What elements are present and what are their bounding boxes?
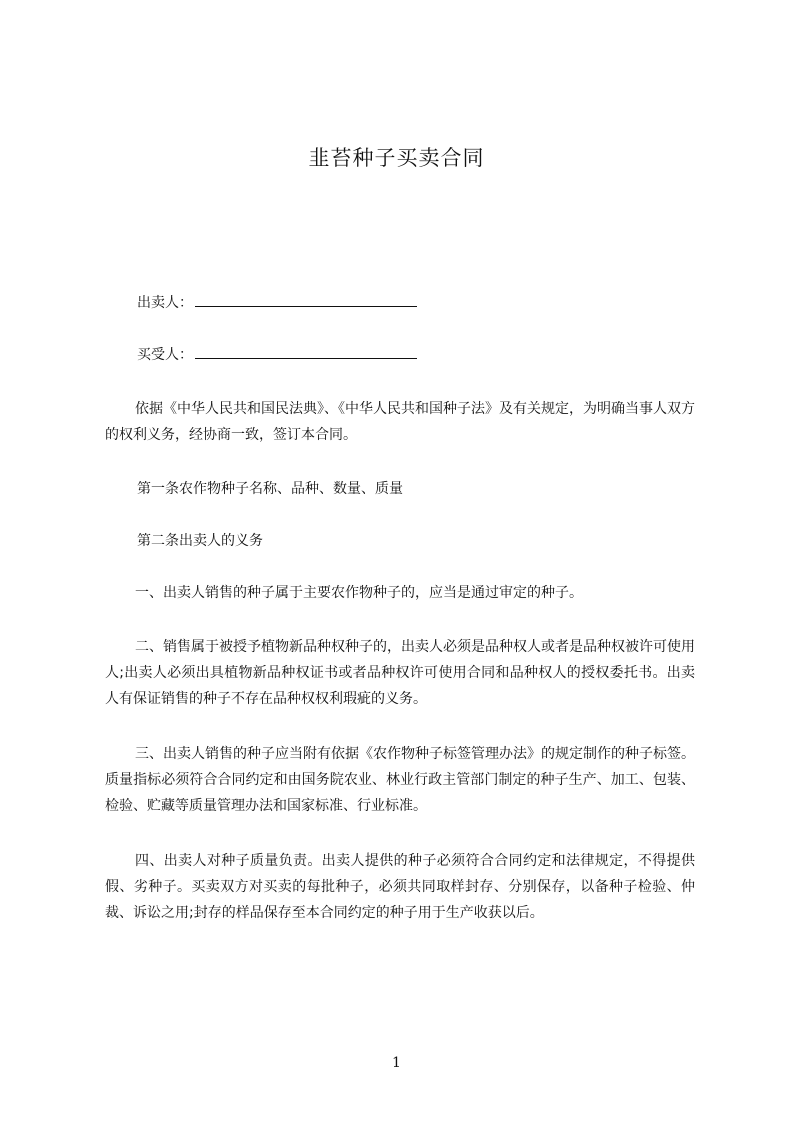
clause-2-paragraph: 二、销售属于被授予植物新品种权种子的，出卖人必须是品种权人或者是品种权被许可使用人;出卖人必须出具植物新品种权证书或者品种权许可使用合同和品种权人的授权委托书。出卖人有保证销售的种子不存在品种权权利瑕疵的义务。 [105,639,695,707]
clause-3-paragraph: 三、出卖人销售的种子应当附有依据《农作物种子标签管理办法》的规定制作的种子标签。质量指标必须符合合同约定和由国务院农业、林业行政主管部门制定的种子生产、加工、包装、检验、贮藏等质量管理办法和国家标准、行业标准。 [105,746,695,814]
buyer-blank-field [195,344,417,359]
clause-1-paragraph: 一、出卖人销售的种子属于主要农作物种子的，应当是通过审定的种子。 [135,585,583,601]
seller-label: 出卖人： [137,295,193,311]
seller-line [137,292,417,313]
article-1-heading: 第一条农作物种子名称、品种、数量、质量 [137,481,403,497]
document-title: 韭苔种子买卖合同 [308,146,485,170]
clause-4-paragraph: 四、出卖人对种子质量负责。出卖人提供的种子必须符合合同约定和法律规定，不得提供假、劣种子。买卖双方对买卖的每批种子，必须共同取样封存、分别保存，以备种子检验、仲裁、诉讼之用;封存的样品保存至本合同约定的种子用于生产收获以后。 [105,853,695,921]
page-number: 1 [392,1055,401,1071]
buyer-label: 买受人： [137,347,193,363]
article-2-heading: 第二条出卖人的义务 [137,533,263,549]
intro-paragraph: 依据《中华人民共和国民法典》、《中华人民共和国种子法》及有关规定，为明确当事人双方的权利义务，经协商一致，签订本合同。 [105,401,695,443]
seller-blank-field [195,292,417,307]
buyer-line [137,344,417,365]
